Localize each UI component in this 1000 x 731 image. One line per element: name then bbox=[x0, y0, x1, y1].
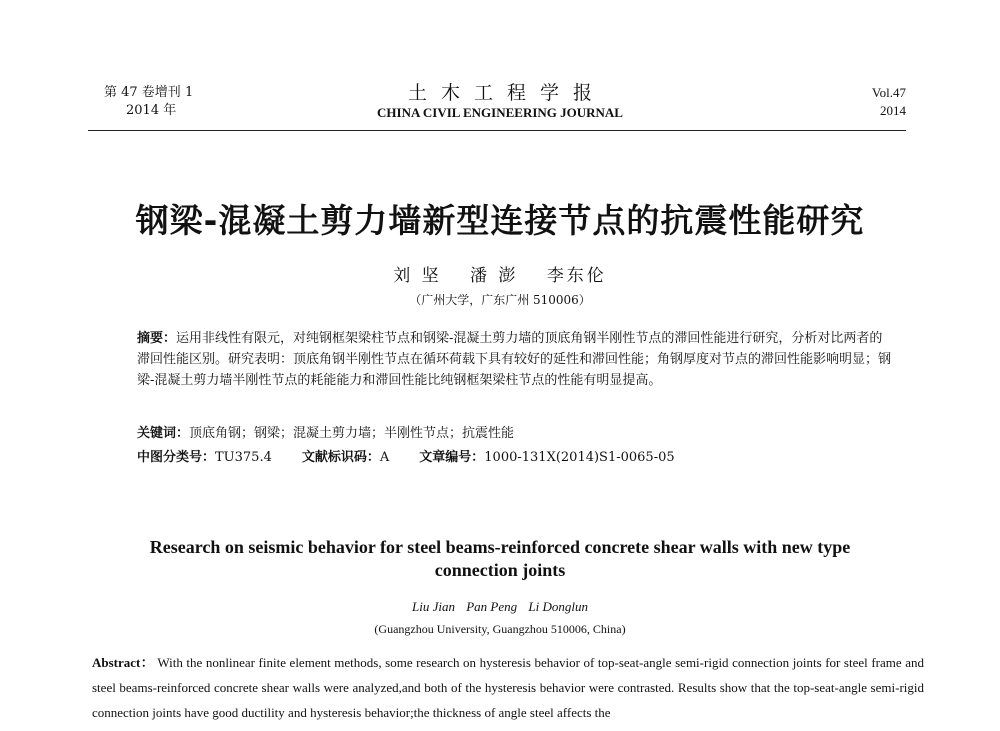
authors-en bbox=[0, 598, 1000, 615]
paper-title-cn: 钢梁-混凝土剪力墙新型连接节点的抗震性能研究 bbox=[135, 201, 865, 240]
header-volume: Vol.47 bbox=[871, 85, 906, 100]
header-journal-name bbox=[0, 82, 1000, 122]
abstract-cn-text: 运用非线性有限元，对纯钢框架梁柱节点和钢梁-混凝土剪力墙的顶底角钢半刚性节点的滞回性能进行研究，分析对比两者的滞回性能区别。研究表明：顶底角钢半刚性节点在循环荷载下具有较好的延性和滞回性能；角钢厚度对节点的滞回性能影响明显；钢梁-混凝土剪力墙半刚性节点的耗能能力和滞回性能比纯钢框架梁柱节点的性能有明显提高。 bbox=[137, 331, 892, 388]
author-cn-2: 潘 澎 bbox=[470, 266, 519, 286]
journal-name-en: CHINA CIVIL ENGINEERING JOURNAL bbox=[377, 105, 623, 120]
clc-value: TU375.4 bbox=[215, 450, 272, 465]
abstract-cn-label: 摘要： bbox=[137, 331, 177, 346]
abstract-cn bbox=[137, 328, 891, 391]
header-issue: 第 47 卷增刊 1 bbox=[104, 85, 194, 100]
author-en-2: Pan Peng bbox=[466, 599, 518, 614]
abstract-en-text: With the nonlinear finite element methods, some research on hysteresis behavior of top-seat-angle semi-rigid connection joints for steel frame and steel beams-reinforced concrete shear walls were analyzed,and both of the hysteresis behavior were contrasted. Results show that the top-seat-angle semi-rigid connection joints have good ductility and hysteresis behavior;the thickness of angle steel affects the bbox=[92, 655, 924, 720]
journal-name-cn: 土木工程学报 bbox=[407, 82, 606, 104]
abstract-en bbox=[92, 650, 924, 725]
doc-code-label: 文献标识码： bbox=[301, 450, 380, 465]
doc-code-value: A bbox=[379, 450, 390, 465]
authors-cn bbox=[0, 265, 1000, 287]
abstract-en-label: Abstract： bbox=[92, 655, 155, 670]
header-divider bbox=[88, 130, 906, 131]
title-en-line-2: connection joints bbox=[434, 560, 566, 580]
keywords-cn bbox=[137, 425, 897, 443]
article-number-value: 1000-131X(2014)S1-0065-05 bbox=[484, 450, 675, 465]
author-cn-3: 李东伦 bbox=[546, 266, 607, 286]
clc-label: 中图分类号： bbox=[137, 450, 216, 465]
author-en-1: Liu Jian bbox=[412, 599, 455, 614]
title-en-line-1: Research on seismic behavior for steel beams-reinforced concrete shear walls with new type bbox=[149, 537, 851, 557]
classification-line bbox=[137, 449, 897, 467]
header-year-cn: 2014 年 bbox=[126, 103, 177, 118]
article-number-label: 文章编号： bbox=[419, 450, 485, 465]
affiliation-cn: （广州大学，广东广州 510006） bbox=[409, 293, 591, 307]
keywords-cn-label: 关键词： bbox=[137, 426, 190, 441]
keywords-cn-text: 顶底角钢；钢梁；混凝土剪力墙；半刚性节点；抗震性能 bbox=[189, 426, 515, 441]
author-en-3: Li Donglun bbox=[528, 599, 588, 614]
affiliation-en: (Guangzhou University, Guangzhou 510006, China) bbox=[374, 622, 626, 636]
header-volume-info bbox=[872, 84, 906, 120]
author-cn-1: 刘 坚 bbox=[393, 266, 442, 286]
paper-title-en bbox=[0, 536, 1000, 582]
header-year-en: 2014 bbox=[880, 103, 906, 118]
